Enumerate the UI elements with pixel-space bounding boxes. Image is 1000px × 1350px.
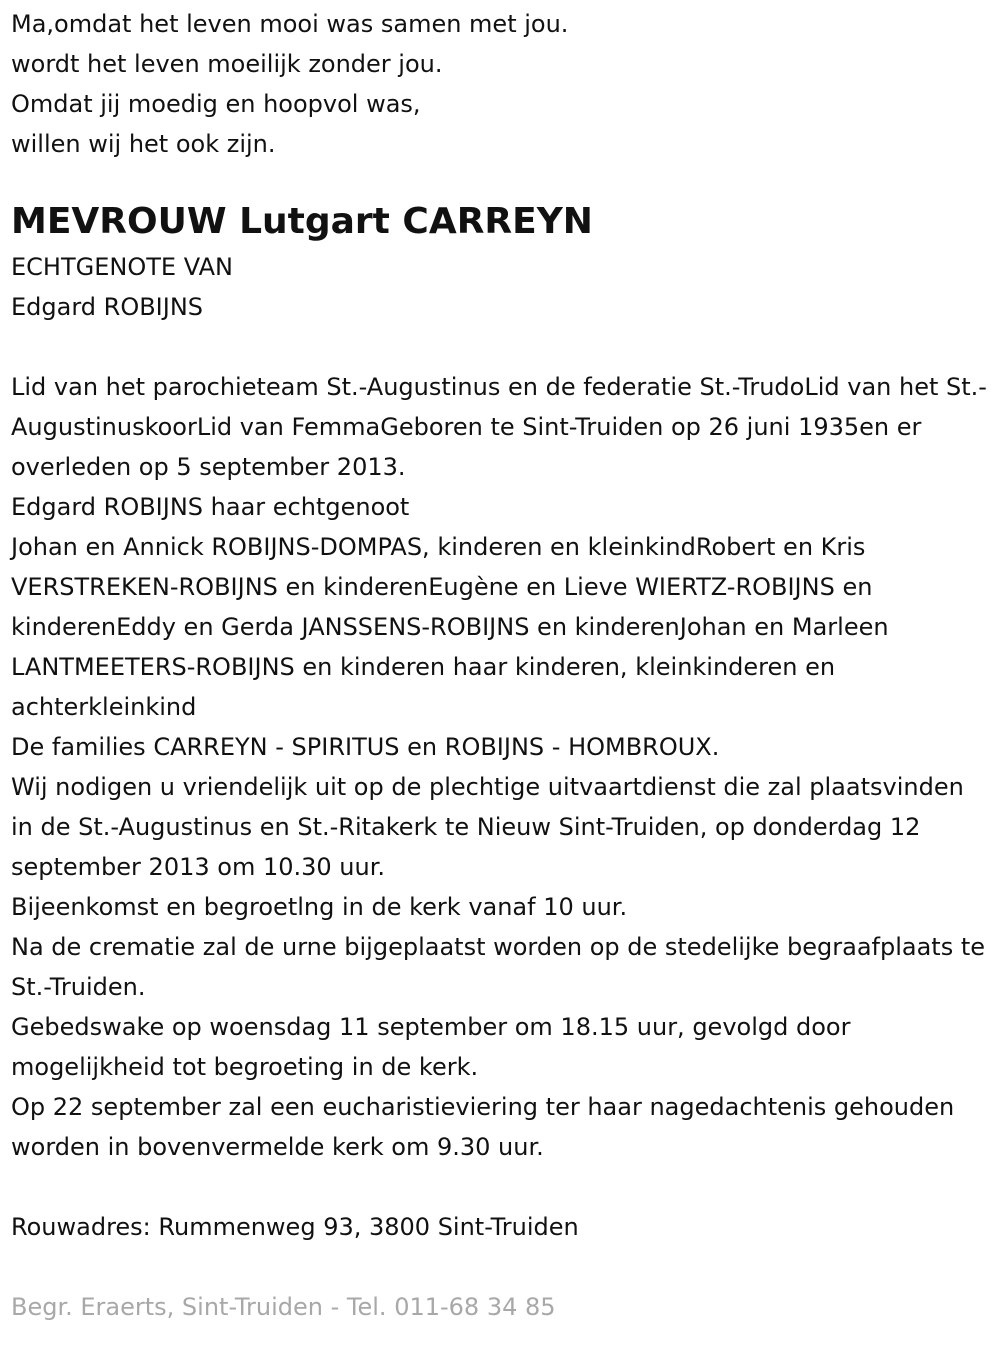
poem <box>11 4 993 164</box>
paragraph: Bijeenkomst en begroetlng in de kerk vanaf 10 uur. <box>11 893 628 921</box>
paragraph: Gebedswake op woensdag 11 september om 18.15 uur, gevolgd door mogelijkheid tot begroeting in de kerk. <box>11 1013 851 1081</box>
poem-line: willen wij het ook zijn. <box>11 130 276 158</box>
notice-body <box>11 367 993 1167</box>
undertaker-info: Begr. Eraerts, Sint-Truiden - Tel. 011-68 34 85 <box>11 1293 556 1321</box>
paragraph: Johan en Annick ROBIJNS-DOMPAS, kinderen en kleinkindRobert en Kris VERSTREKEN-ROBIJNS en kinderenEugène en Lieve WIERTZ-ROBIJNS en kinderenEddy en Gerda JANSSENS-ROBIJNS en kinderenJohan en Marleen LANTMEETERS-ROBIJNS en kinderen haar kinderen, kleinkinderen en achterkleinkind <box>11 533 889 721</box>
relation-label: ECHTGENOTE VAN <box>11 253 233 281</box>
paragraph: Lid van het parochieteam St.-Augustinus en de federatie St.-TrudoLid van het St.-AugustinuskoorLid van FemmaGeboren te Sint-Truiden op 26 juni 1935en er overleden op 5 september 2013. <box>11 373 987 481</box>
death-notice <box>11 4 993 1327</box>
mourning-address: Rouwadres: Rummenweg 93, 3800 Sint-Truiden <box>11 1213 579 1241</box>
paragraph: Edgard ROBIJNS haar echtgenoot <box>11 493 410 521</box>
spouse-name: Edgard ROBIJNS <box>11 293 204 321</box>
spouse-block <box>11 247 993 327</box>
paragraph: De families CARREYN - SPIRITUS en ROBIJNS - HOMBROUX. <box>11 733 720 761</box>
poem-line: Ma,omdat het leven mooi was samen met jou. <box>11 10 569 38</box>
paragraph: Wij nodigen u vriendelijk uit op de plechtige uitvaartdienst die zal plaatsvinden in de St.-Augustinus en St.-Ritakerk te Nieuw Sint-Truiden, op donderdag 12 september 2013 om 10.30 uur. <box>11 773 964 881</box>
paragraph: Na de crematie zal de urne bijgeplaatst worden op de stedelijke begraafplaats te St.-Truiden. <box>11 933 986 1001</box>
poem-line: Omdat jij moedig en hoopvol was, <box>11 90 421 118</box>
deceased-name: MEVROUW Lutgart CARREYN <box>11 201 593 242</box>
paragraph: Op 22 september zal een eucharistieviering ter haar nagedachtenis gehouden worden in bovenvermelde kerk om 9.30 uur. <box>11 1093 955 1161</box>
poem-line: wordt het leven moeilijk zonder jou. <box>11 50 443 78</box>
